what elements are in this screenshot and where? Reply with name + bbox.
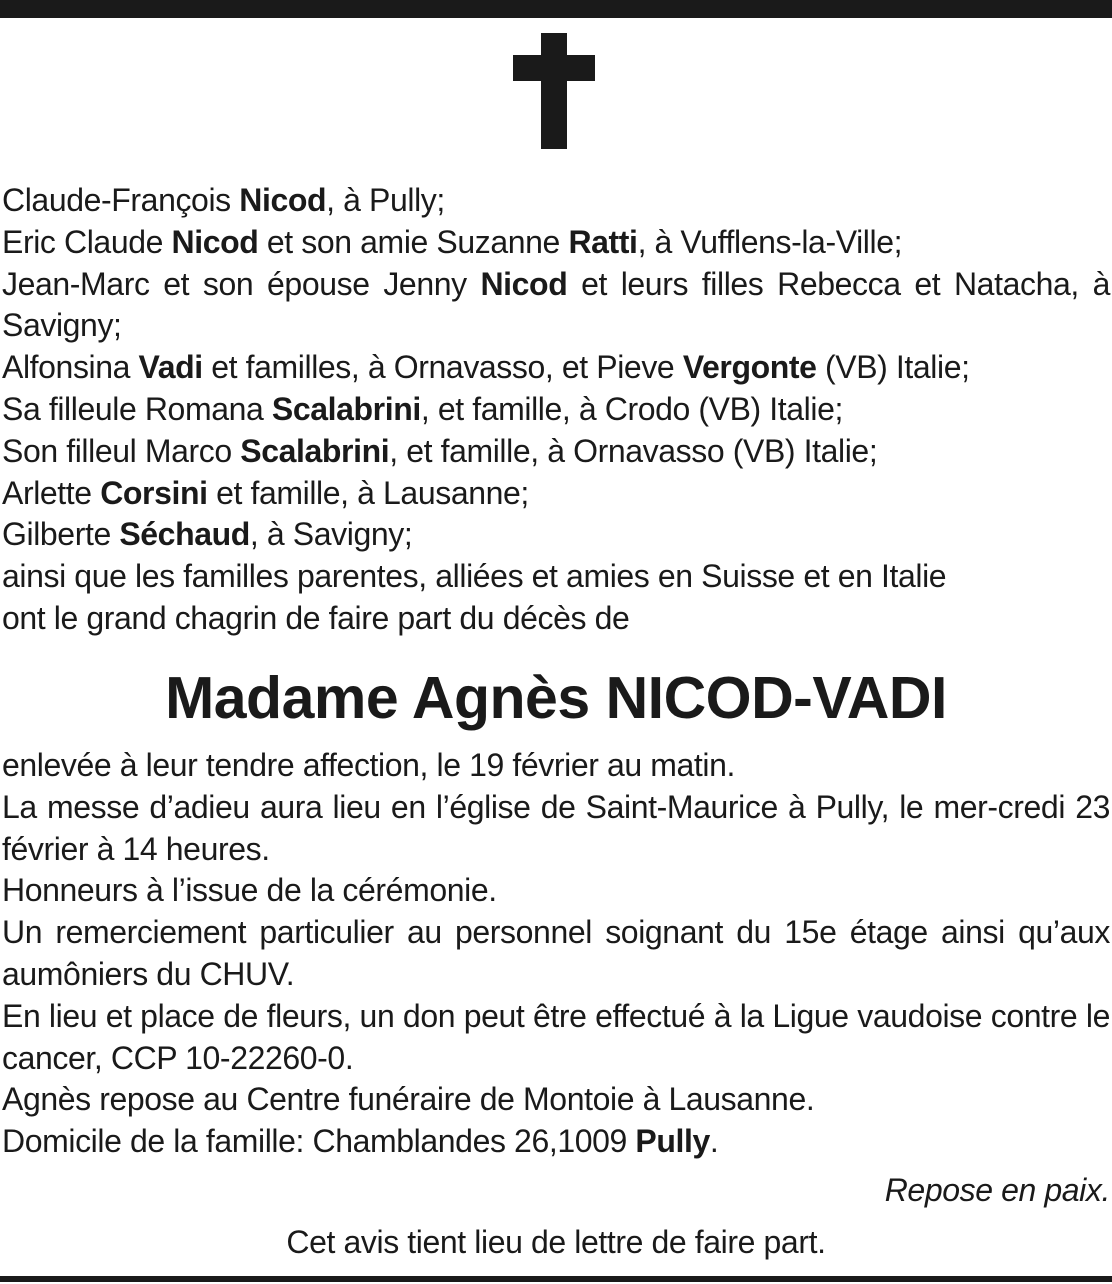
repose-text: Repose en paix. [884, 1172, 1110, 1208]
family-line: Son filleul Marco Scalabrini, et famille, à Ornavasso (VB) Italie; [2, 432, 878, 469]
details-line: La messe d’adieu aura lieu en l’église de Saint-Maurice à Pully, le mer-credi 23 février à 14 heures. [2, 788, 1110, 867]
details-line: Honneurs à l’issue de la cérémonie. [2, 872, 497, 909]
deceased-name: Madame Agnès NICOD-VADI [165, 665, 947, 731]
details-line: Un remerciement particulier au personnel soignant du 15e étage ainsi qu’aux aumôniers du CHUV. [2, 914, 1110, 992]
details-line: enlevée à leur tendre affection, le 19 février au matin. [2, 747, 736, 783]
family-line: ont le grand chagrin de faire part du décès de [2, 599, 630, 636]
family-line: ainsi que les familles parentes, alliées et amies en Suisse et en Italie [2, 558, 947, 595]
family-line: Arlette Corsini et famille, à Lausanne; [2, 474, 529, 511]
details-line: En lieu et place de fleurs, un don peut être effectué à la Ligue vaudoise contre le cancer, CCP 10-22260-0. [2, 997, 1110, 1076]
latin-cross-icon [513, 33, 595, 149]
top-border [0, 0, 1112, 18]
family-list [2, 180, 1110, 640]
family-line: Gilberte Séchaud, à Savigny; [2, 516, 413, 553]
bottom-border [0, 1276, 1112, 1282]
details-text [2, 745, 1110, 1163]
family-line: Sa filleule Romana Scalabrini, et famille, à Crodo (VB) Italie; [2, 390, 843, 427]
details-line: Agnès repose au Centre funéraire de Montoie à Lausanne. [2, 1081, 815, 1118]
details-line: Domicile de la famille: Chamblandes 26,1009 Pully. [2, 1123, 719, 1160]
family-line: Jean-Marc et son épouse Jenny Nicod et leurs filles Rebecca et Natacha, à Savigny; [2, 265, 1110, 344]
notice-text: Cet avis tient lieu de lettre de faire part. [286, 1224, 826, 1260]
family-line: Eric Claude Nicod et son amie Suzanne Ratti, à Vufflens-la-Ville; [2, 223, 903, 260]
family-line: Alfonsina Vadi et familles, à Ornavasso, et Pieve Vergonte (VB) Italie; [2, 349, 970, 386]
family-line: Claude-François Nicod, à Pully; [2, 182, 445, 218]
